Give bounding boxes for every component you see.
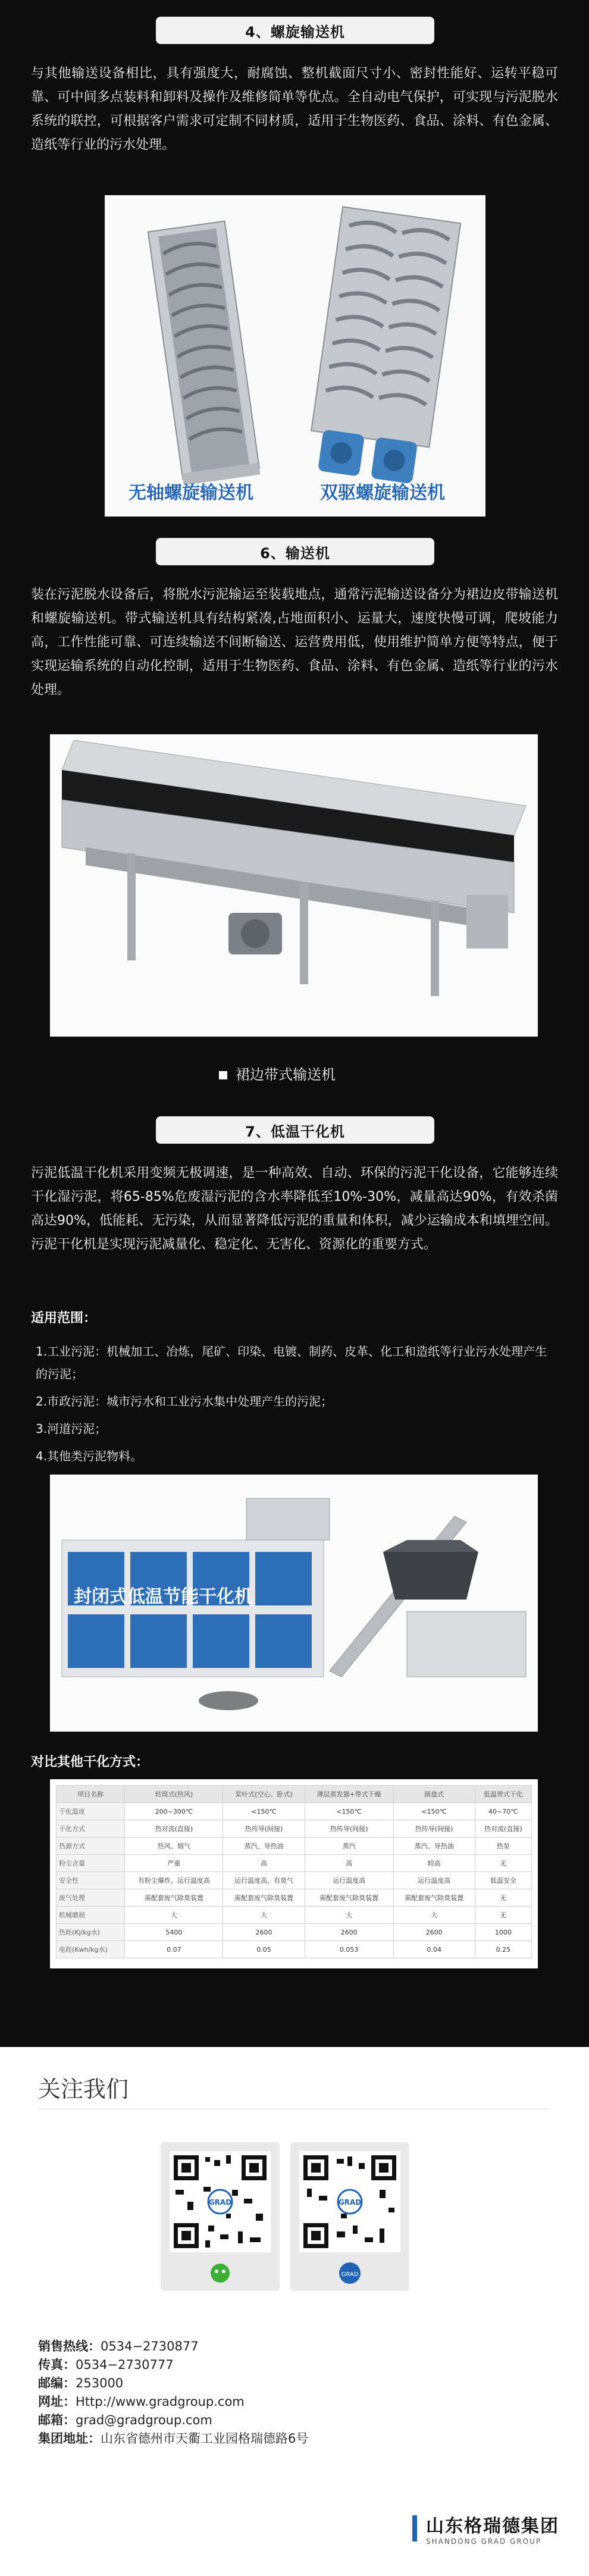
table-row — [57, 1803, 532, 1820]
table-cell: 较高 — [393, 1855, 475, 1872]
qr-card-app — [290, 2142, 409, 2291]
table-cell: 运行温度高，有臭气 — [223, 1872, 305, 1889]
table-cell: 0.05 — [223, 1941, 305, 1958]
table-row — [57, 1838, 532, 1855]
address-value: 山东省德州市天衢工业园格瑞德路6号 — [101, 2431, 309, 2446]
qr-card-wechat — [161, 2142, 280, 2291]
logo-mark — [412, 2515, 417, 2541]
section-title-screw-conveyor: 4、螺旋输送机 — [156, 17, 434, 44]
table-cell: 粉尘含量 — [57, 1855, 125, 1872]
table-cell: 热耗(Kj/kg水) — [57, 1924, 125, 1941]
table-cell: 5400 — [125, 1924, 223, 1941]
table-cell: 1000 — [475, 1924, 531, 1941]
fax-label: 传真： — [38, 2358, 76, 2372]
table-cell: 需配套废气除臭装置 — [223, 1889, 305, 1907]
table-cell: 有粉尘爆炸，运行温度高 — [125, 1872, 223, 1889]
screw-conveyor-description: 与其他输送设备相比，具有强度大，耐腐蚀、整机截面尺寸小、密封性能好、运转平稳可靠、可中间多点装料和卸料及操作及维修简单等优点。全自动电气保护，可实现与污泥脱水系统的联控，可根据客户需求可定制不同材质，适用于生物医药、食品、涂料、有色金属、造纸等行业的污水处理。 — [31, 66, 558, 152]
belt-conveyor-caption — [219, 1063, 336, 1084]
scope-item: 4.其他类污泥物料。 — [36, 1449, 143, 1463]
conveyor-description: 装在污泥脱水设备后，将脱水污泥输运至装载地点，通常污泥输送设备分为裙边皮带输送机和螺旋输送机。带式输送机具有结构紧凑,占地面积小、运量大，速度快慢可调，爬坡能力高，工作性能可靠、可连续输送不间断输送、运营费用低，使用维护简单方便等特点，便于实现运输系统的自动化控制，适用于生物医药、食品、涂料、有色金属、造纸等行业的污水处理。 — [31, 587, 558, 697]
table-cell: 低温安全 — [475, 1872, 531, 1889]
compare-table-container — [50, 1779, 538, 1968]
table-cell: 严重 — [125, 1855, 223, 1872]
table-cell: 2600 — [393, 1924, 475, 1941]
belt-conveyor-image — [50, 734, 538, 1037]
table-cell: 无 — [475, 1907, 531, 1924]
table-cell: 蒸汽、导热油 — [223, 1838, 305, 1855]
email-label: 邮箱： — [38, 2413, 76, 2427]
table-cell: 200~300℃ — [125, 1803, 223, 1820]
follow-us-title: 关注我们 — [38, 2076, 129, 2102]
screw-conveyor-image — [105, 195, 485, 517]
table-row — [57, 1924, 532, 1941]
table-cell: 大 — [223, 1907, 305, 1924]
table-cell: 需配套废气除臭装置 — [125, 1889, 223, 1907]
table-cell: 热泵 — [475, 1838, 531, 1855]
table-header-cell: 圆盘式 — [393, 1786, 475, 1803]
belt-conveyor-illustration — [50, 734, 538, 1037]
table-cell: 蒸汽、导热油 — [393, 1838, 475, 1855]
company-logo — [357, 2511, 559, 2546]
qr-logo-text: GRAD — [338, 2198, 362, 2206]
table-cell: 废气处理 — [57, 1889, 125, 1907]
hotline-label: 销售热线： — [38, 2339, 101, 2353]
hotline-row — [38, 2337, 308, 2356]
dryer-image — [50, 1475, 538, 1732]
table-cell: <150℃ — [223, 1803, 305, 1820]
table-header-cell: 桨叶式(空心、卧式) — [223, 1786, 305, 1803]
web-link[interactable]: Http://www.gradgroup.com — [76, 2395, 245, 2409]
table-cell: 蒸汽 — [305, 1838, 393, 1855]
qr-logo-text: GRAD — [208, 2198, 232, 2206]
table-cell: 电耗(Kwh/kg水) — [57, 1941, 125, 1958]
table-cell: 0.07 — [125, 1941, 223, 1958]
contact-block — [38, 2337, 308, 2448]
table-row — [57, 1889, 532, 1907]
table-cell: 热传导(间接) — [305, 1820, 393, 1838]
table-cell: 无 — [475, 1855, 531, 1872]
label-twin-screw: 双驱螺旋输送机 — [320, 483, 445, 503]
table-cell: 大 — [305, 1907, 393, 1924]
hotline-value[interactable]: 0534−2730877 — [101, 2339, 199, 2353]
table-cell: 热对流(直接) — [475, 1820, 531, 1838]
table-cell: 2600 — [223, 1924, 305, 1941]
company-name-cn: 山东格瑞德集团 — [426, 2516, 559, 2537]
address-label: 集团地址： — [38, 2431, 101, 2446]
wechat-qr-icon[interactable] — [161, 2142, 280, 2291]
table-cell: 运行温度高 — [305, 1872, 393, 1889]
web-row — [38, 2393, 308, 2411]
zip-value: 253000 — [76, 2376, 124, 2390]
table-cell: 0.04 — [393, 1941, 475, 1958]
zip-row — [38, 2374, 308, 2393]
footer — [0, 2047, 589, 2576]
table-cell: 需配套废气除臭装置 — [393, 1889, 475, 1907]
table-cell: 0.25 — [475, 1941, 531, 1958]
fax-value: 0534−2730777 — [76, 2358, 174, 2372]
table-cell: 热传导(间接) — [223, 1820, 305, 1838]
dryer-description: 污泥低温干化机采用变频无极调速，是一种高效、自动、环保的污泥干化设备，它能够连续干化湿污泥，将65-85%危废湿污泥的含水率降低至10%-30%，减量高达90%，有效杀菌高达90%，低能耗、无污染，从而显著降低污泥的重量和体积，减少运输成本和填埋空间。污泥干化机是实现污泥减量化、稳定化、无害化、资源化的重要方式。 — [31, 1166, 558, 1252]
table-cell: 干化方式 — [57, 1820, 125, 1838]
email-row — [38, 2411, 308, 2430]
compare-table — [56, 1785, 532, 1958]
table-cell: 热对流(直接) — [125, 1820, 223, 1838]
company-name-en: SHANDONG GRAD GROUP — [426, 2537, 542, 2546]
table-cell: 高 — [223, 1855, 305, 1872]
grad-qr-icon[interactable] — [290, 2142, 409, 2291]
table-cell: <150℃ — [305, 1803, 393, 1820]
table-cell: 热风、烟气 — [125, 1838, 223, 1855]
address-row — [38, 2430, 308, 2448]
table-cell: 大 — [125, 1907, 223, 1924]
caption-bullet — [219, 1071, 227, 1079]
compare-heading: 对比其他干化方式： — [31, 1755, 149, 1770]
table-row — [57, 1820, 532, 1838]
scope-list — [36, 1340, 547, 1472]
web-label: 网址： — [38, 2395, 76, 2409]
table-cell: 无 — [475, 1889, 531, 1907]
section-title-low-temp-dryer: 7、低温干化机 — [156, 1116, 434, 1144]
dryer-machine-label: 封闭式低温节能干化机 — [74, 1586, 252, 1607]
table-cell: 热源方式 — [57, 1838, 125, 1855]
table-row — [57, 1855, 532, 1872]
scope-item: 2.市政污泥：城市污水和工业污水集中处理产生的污泥； — [36, 1394, 333, 1408]
zip-label: 邮编： — [38, 2376, 76, 2390]
table-header-cell: 项目名称 — [57, 1786, 125, 1803]
table-cell: 2600 — [305, 1924, 393, 1941]
fax-row — [38, 2356, 308, 2374]
section-title-conveyor: 6、输送机 — [156, 538, 434, 565]
table-header-row — [57, 1786, 532, 1803]
table-cell: 热传导(间接) — [393, 1820, 475, 1838]
belt-conveyor-caption-text: 裙边带式输送机 — [236, 1066, 336, 1083]
table-cell: 高 — [305, 1855, 393, 1872]
table-row — [57, 1872, 532, 1889]
table-cell: <150℃ — [393, 1803, 475, 1820]
qr-logo-text-bottom: GRAD — [341, 2271, 359, 2278]
table-header-cell: 低温带式干化 — [475, 1786, 531, 1803]
scope-item: 1.工业污泥：机械加工、冶炼，尾矿、印染、电镀、制药、皮革、化工和造纸等行业污水处理产生的污泥； — [36, 1344, 547, 1381]
table-row — [57, 1941, 532, 1958]
dryer-illustration — [50, 1475, 538, 1732]
table-cell: 大 — [393, 1907, 475, 1924]
table-cell: 安全性 — [57, 1872, 125, 1889]
scope-item: 3.河道污泥； — [36, 1422, 107, 1436]
screw-conveyor-illustration — [105, 195, 485, 517]
scope-heading: 适用范围： — [31, 1311, 97, 1326]
table-cell: 40~70℃ — [475, 1803, 531, 1820]
table-cell: 干化温度 — [57, 1803, 125, 1820]
email-link[interactable]: grad@gradgroup.com — [76, 2413, 212, 2427]
table-row — [57, 1907, 532, 1924]
table-cell: 0.053 — [305, 1941, 393, 1958]
table-cell: 运行温度高 — [393, 1872, 475, 1889]
label-shaftless-screw: 无轴螺旋输送机 — [129, 483, 253, 503]
table-header-cell: 薄层蒸发器+带式干燥 — [305, 1786, 393, 1803]
table-cell: 机械磨损 — [57, 1907, 125, 1924]
table-header-cell: 转筒式(热风) — [125, 1786, 223, 1803]
table-cell: 需配套废气除臭装置 — [305, 1889, 393, 1907]
